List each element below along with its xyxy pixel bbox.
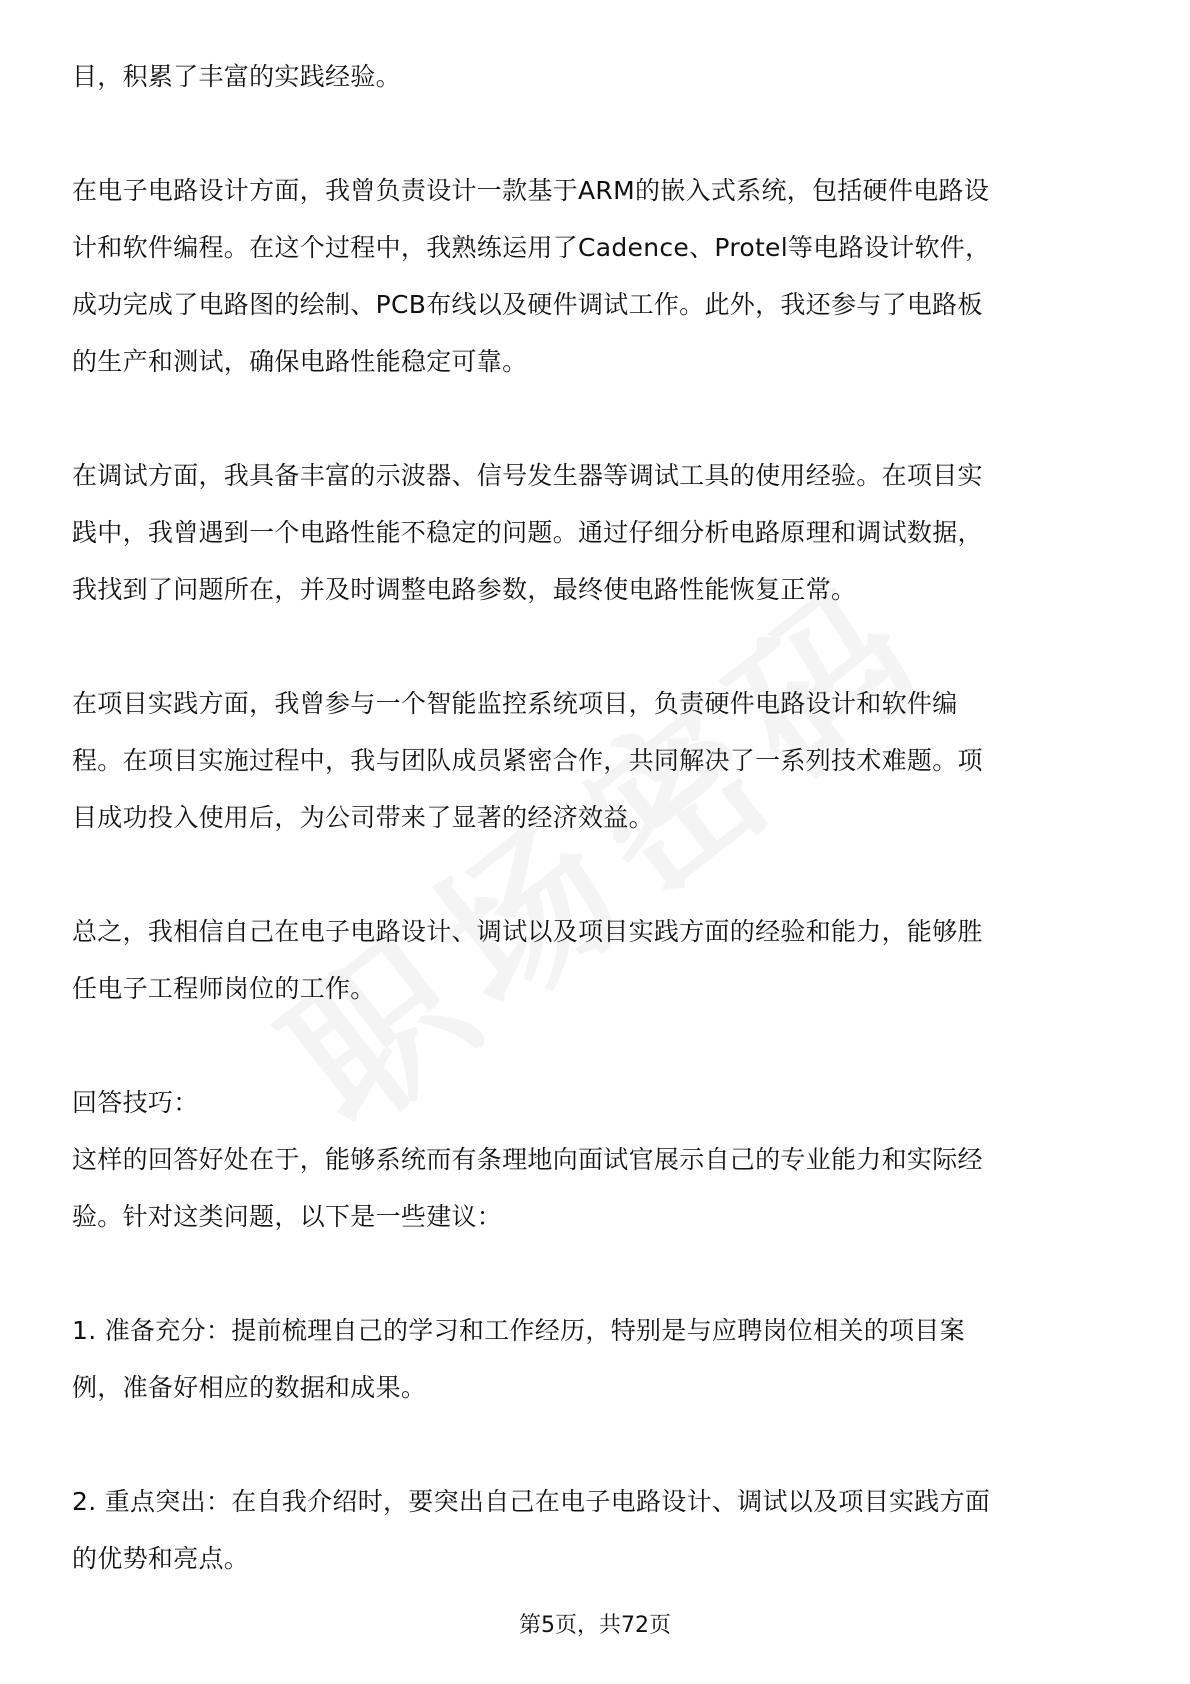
- paragraph-gap: [72, 1416, 1122, 1473]
- list-item-line: 例，准备好相应的数据和成果。: [72, 1373, 427, 1402]
- paragraph-line: 的生产和测试，确保电路性能稳定可靠。: [72, 347, 528, 376]
- page-number: 第5页，共72页: [519, 1613, 671, 1638]
- paragraph-line: 任电子工程师岗位的工作。: [72, 974, 376, 1003]
- paragraph-line: 践中，我曾遇到一个电路性能不稳定的问题。通过仔细分析电路原理和调试数据，: [72, 518, 983, 547]
- paragraph-line: 成功完成了电路图的绘制、PCB布线以及硬件调试工作。此外，我还参与了电路板: [72, 290, 983, 319]
- paragraph-line: 目，积累了丰富的实践经验。: [72, 62, 401, 91]
- paragraph-line: 在项目实践方面，我曾参与一个智能监控系统项目，负责硬件电路设计和软件编: [72, 689, 958, 718]
- paragraph-gap: [72, 1245, 1122, 1302]
- paragraph-line: 验。针对这类问题，以下是一些建议：: [72, 1202, 503, 1231]
- list-item-line: 1. 准备充分：提前梳理自己的学习和工作经历，特别是与应聘岗位相关的项目案: [72, 1316, 965, 1345]
- document-body: [72, 48, 1122, 1587]
- paragraph-gap: [72, 618, 1122, 675]
- paragraph-line: 计和软件编程。在这个过程中，我熟练运用了Cadence、Protel等电路设计软件，: [72, 233, 991, 262]
- paragraph-gap: [72, 846, 1122, 903]
- paragraph-line: 在电子电路设计方面，我曾负责设计一款基于ARM的嵌入式系统，包括硬件电路设: [72, 176, 990, 205]
- paragraph-line: 程。在项目实施过程中，我与团队成员紧密合作，共同解决了一系列技术难题。项: [72, 746, 983, 775]
- paragraph-gap: [72, 1017, 1122, 1074]
- list-item-line: 的优势和亮点。: [72, 1544, 250, 1573]
- paragraph-line: 目成功投入使用后，为公司带来了显著的经济效益。: [72, 803, 654, 832]
- paragraph-line: 我找到了问题所在，并及时调整电路参数，最终使电路性能恢复正常。: [72, 575, 857, 604]
- list-item-line: 2. 重点突出：在自我介绍时，要突出自己在电子电路设计、调试以及项目实践方面: [72, 1487, 991, 1516]
- paragraph-line: 在调试方面，我具备丰富的示波器、信号发生器等调试工具的使用经验。在项目实: [72, 461, 983, 490]
- section-heading: 回答技巧：: [72, 1088, 199, 1117]
- paragraph-line: 总之，我相信自己在电子电路设计、调试以及项目实践方面的经验和能力，能够胜: [72, 917, 983, 946]
- paragraph-gap: [72, 390, 1122, 447]
- paragraph-line: 这样的回答好处在于，能够系统而有条理地向面试官展示自己的专业能力和实际经: [72, 1145, 983, 1174]
- paragraph-gap: [72, 105, 1122, 162]
